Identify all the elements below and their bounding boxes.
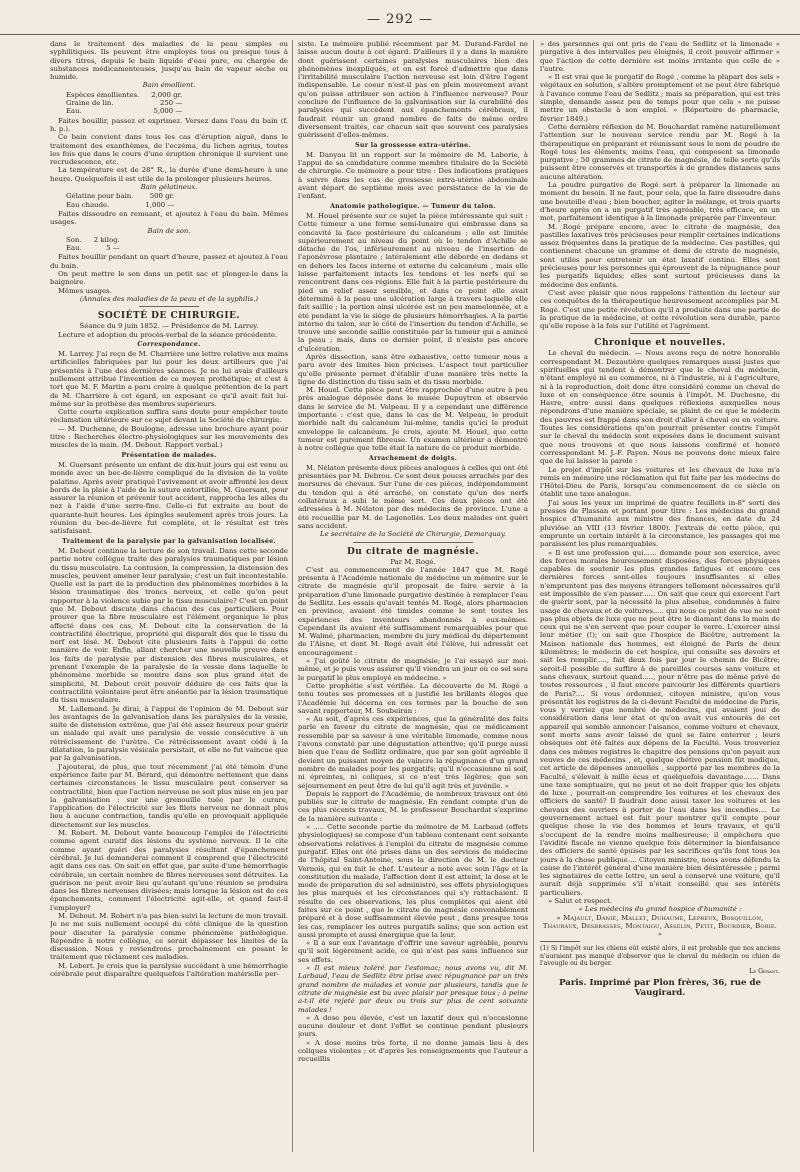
quote: « J'ai goûté le citrate de magnésie; je l'ai essayé sur moi-même, et je puis vous assurer qu'il viendra un jour où ce sel sera le purgatif le plus employé en médecine. » — [298, 657, 528, 682]
paragraph: C'est avec plaisir que nous rappelons l'attention du lecteur sur ces conquêtes de la thérapeutique heureusement accomplies par M. Rogé. C'est une petite révolution qu'il a produite dans une partie de la pratique de la médecine, et cette révolution sera durable, parce qu'elle repose à la fois sur l'utilité et l'agrément. — [540, 288, 780, 331]
recipe-row — [66, 91, 182, 99]
subsection-heading: Traitement de la paralysie par la galvanisation localisée. — [62, 537, 276, 545]
ingredient: Eau. — [66, 244, 82, 253]
paragraph: Le cheval du médecin. — Nous avons reçu de notre honorable correspondant M. Dezautière quelques remarques aussi justes que spirituelles qui tendent à démontrer que le cheval du médecin, n'étant employé ni au commerce, ni à l'industrie, ni à l'agriculture, ni à la reproduction, doit donc être considéré comme un cheval de luxe et en conséquence être soumis à l'impôt. M. Duchesne, du Havre, entre aussi dans quelques réflexions auxquelles nous répondrons d'une manière spéciale, se plaint de ce que le médecin des pauvres est frappé dans son droit d'aller à cheval ou en voiture. Toutes les considérations qu'on pourrait présenter contre l'impôt sur le cheval du médecin sont exposées dans le document suivant que nous trouvons et que nous laissons confirmé et honoré corresspondant M. J.-F. Payen. Nous ne pouvons donc mieux faire que de lui laisser la parole : — [540, 349, 780, 466]
column-divider — [533, 40, 534, 1152]
recipe-row — [66, 244, 120, 252]
recipe-title: Bain émollient. — [142, 81, 196, 90]
secretary-signature: Le secrétaire de la Société de Chirurgie, Demarquay. — [320, 530, 506, 539]
footnote: (1) Si l'impôt sur les chiens eût existé alors, il est probable que nos anciens n'auraient pas manqué d'observer que le cheval du médecin ou chien de l'aveugle ou du berger. — [540, 945, 780, 968]
section-title: Chronique et nouvelles. — [594, 338, 726, 349]
separator — [353, 542, 473, 543]
recipe-row — [66, 236, 120, 244]
quote: » des personnes qui ont pris de l'eau de Sedlitz et la limonade » purgative à des intervalles peu éloignés, il croit pouvoir affirmer » que l'action de cette dernière est moins irritante que celle de » l'autre. — [540, 40, 780, 73]
paragraph: J'ajouterai, de plus, que tout récemment j'ai été témoin d'une expérience faite par M. Bérard, qui démontre nettement que dans certaines circonstances le tissu musculaire peut conserver sa contractilité, bien que l'action nerveuse ne soit plus mise en jeu par la galvanisation : sur une grenouille tuée par le curare, l'application de l'électricité sur les filets nerveux ne donnait plus lieu à aucune contraction, tandis qu'elle en provoquait appliquée directement sur les muscles. — [50, 762, 288, 829]
quote: » Salut et respect. — [548, 896, 613, 905]
paragraph: Depuis le rapport de l'Académie, de nombreux travaux ont été publiés sur le citrate de magnésie. En rendant compte d'un de ces plus récents travaux, M. le professeur Bouchardat s'exprime de la manière suivante : — [298, 789, 528, 823]
quantity: 250 — — [160, 99, 183, 108]
paragraph: M. Lebert. Je crois que la paralysie succédant à une hémorrhagie cérébrale peut disparaître quelquefois l'altération matérielle per- — [50, 961, 288, 979]
paragraph: Après dissection, sans être exhaustive, cette tumeur nous a paru avoir des limites bien précises. L'aspect tout particulier qu'elle présente permet d'établir d'une manière très nette la ligne de distinction du tissu sain et du tissu morbide. — [298, 352, 528, 386]
printer-imprint: Paris. Imprimé par Plon frères, 36, rue de Vaugirard. — [559, 977, 761, 998]
paragraph: Cette courte explication suffira sans doute pour empêcher toute réclamation ultérieure sur ce sujet devant la Société de chirurgie. — [50, 408, 288, 425]
separator — [630, 333, 690, 334]
paragraph: Ce bain convient dans tous les cas d'éruption aiguë, dans le traitement des exanthèmes, de l'eczéma, du lichen agrius, toutes les fois que dans le cours d'une éruption chronique il survient une recrudescence, etc. — [50, 133, 288, 167]
paragraph: M. Danyau lit un rapport sur le mémoire de M. Laborie, à l'appui de sa candidature comme membre titulaire de la Société de chirurgie. Ce mémoire a pour titre : Des indications pratiques à suivre dans les cas de grossesse extra-utérine abdominale avant départ de septième mois avec persistance de la vie de l'enfant. — [298, 150, 528, 201]
recipe-table — [66, 236, 120, 253]
source-citation: (Annales des maladies de la peau et de la syphilis.) — [79, 294, 259, 303]
quote: « A dose peu élevée, c'est un laxatif doux qui n'occasionne aucune douleur et dont l'effet se continue pendant plusieurs jours. — [298, 1013, 528, 1039]
quote: « Il est une profession qui...... demande pour son exercice, avec des forces morales heureusement disposées, des forces physiques capables de soutenir les plus grandes fatigues et encore ces dernières forces sont-elles toujours insuffisantes si elles n'empruntent pas des moyens étrangers tellement nécessaires qu'il est impossible de s'en passer...... On sait que ceux qui exercent l'art de guérir sont, par la nécessité la plus absolue, condamnés à faire usage de chevaux et de voitures..... qui nous ce point de vue ne sont pas plus objets de luxe que ne peut être le diamant dans la main de ceux qui ne s'en servent que pour couper le verre. L'exercer ainsi leur métier (!); on sait que l'hospice de Bicêtre, autrement la Maison nationale des hommes, est éloigné de Paris de deux kilomètres; le médecin de cet hospice, qui consulte ses devoirs et sait les remplir....., fait deux fois par jour le chemin de Bicêtre; seroit-il possible de suffire à de pareilles courses sans voiture et sans chevaux, surtout quand....., pour n'être pas de même privé de toutes ressources , il faut encore parcourir les différents quartiers de Paris?.... Si vous ordonniez, citoyen ministre, qu'on vous présentât les registres de la ci-devant Faculté de médecine de Paris, vous y verriez que nombre de médecins, qui avaient joui de considération dans leur état et qu'on avait vus entourés de cet appareil qui semble annoncer l'aisance, comme voiture et chevaux, sont morts sans avoir laissé de quoi se faire enterrer ; leurs obsèques ont été faites aux dépens de la Faculté. Vous trouveriez dans ces mêmes registres le chapitre des pensions qu'on payait aux veuves de ces médecins , et, quelque chétive pension fût modique, cet article de dépenses annuelles , supporté par les membres de la Faculté, s'élevait à mille écus et quelquefois davantage....... Dans une taxe somptuaire, qui ne peut et ne doit frapper que les objets de luxe , pourrait-on comprendre les voitures et les chevaux des officiers de santé? Il faudrait donc aussi taxer les voitures et les chevaux des ouvriers à porter de l'eau dans les incendies.... Le gouvernement actuel est fait pour montrer qu'il compte pour quelque chose la vie des hommes et leurs travaux, et qu'il s'occupent de la rendre moins malheureuse; il empêchera que l'avidité fiscale ne vienne quelque fois déterminer la bienfaisance des officiers de santé épuisés par les sacrifices qu'ils font tous les jours à la chose publique.... Citoyen ministre, nous avons défendu la cause de l'intérêt général d'une manière bien désintéressée ; parmi les signataires de cette lettre, un seul a conservé une voiture, qu'il aurait déjà supprimée s'il n'était conseillé que ses intérêts particuliers. — [540, 548, 780, 897]
paragraph: J'ai sous les yeux un imprimé de quatre feuillets in-8° sorti des presses de Plassan et portant pour titre : Les médecins du grand hospice d'humanité aux ministre des finances, en date du 24 pluviôse an VIII (13 février 1800). J'extrais de cette pièce, qui emprunte un certain intérêt à la circonstance, les passages qui me paraissent les plus remarquables. — [540, 498, 780, 549]
paragraph: Faites bouillir pendant un quart d'heure, passez et ajoutez à l'eau du bain. — [50, 253, 288, 270]
paragraph: M. Rogé prépare encore, avec le citrate de magnésie, des pastilles laxatives très précieuses pour remplir certaines indications assez fréquentes dans la pratique de la médecine. Ces pastilles, qui contiennent chacune un gramme et demi de citrate de magnésie, sont utiles pour entretenir un état laxatif continu. Elles sont précieuses pour les personnes qui éprouvent de la répugnance pour les purgatifs liquides; elles sont surtout précieuses dans la médecine des enfants. — [540, 222, 780, 289]
quantity: 2,000 gr. — [151, 90, 183, 99]
paragraph: M. Larrey. J'ai reçu de M. Charrière une lettre relative aux mains artificielles fabriquées par lui pour les deux artilleurs que j'ai présentés à l'une des dernières séances. Je ne lui avais d'ailleurs nullement attribué l'invention de ce moyen prothétique; et c'est à tort que M. F. Martin a paru croire à quelque prétention de la part de M. Charrière à cet égard, en exposant ce qu'il avait fait lui-même sur la prothèse des membres supérieurs. — [50, 350, 288, 408]
paragraph: M. Lallemand. Je dirai, à l'appui de l'opinion de M. Debout sur les avantages de la galvanisation dans les paralysies de la vessie, suite de distension extrême, que j'ai été assez heureux pour guérir un malade qui avait une paralysie de vessie consécutive à un rétrécissement de l'urètre. Ce rétrécissement avant cédé à la dilatation, la paralysie vésicale persistait, et elle ne fut vaincue que par la galvanisation. — [50, 704, 288, 763]
subsection-heading: Anatomie pathologique. — Tumeur du talon. — [330, 202, 496, 210]
paragraph: — M. Duchenne, de Boulogne, adresse une brochure ayant pour titre : Recherches électro-physiologiques sur les mouvements des muscles de la main. (M. Debout. Rapport verbal.) — [50, 424, 288, 450]
quantity: 1,000 — — [145, 200, 175, 209]
session-line: Séance du 9 juin 1852. — Présidence de M. Larrey. — [79, 322, 259, 331]
column-divider — [292, 40, 293, 1152]
paragraph: On peut mettre le son dans un petit sac et plongez-le dans la baignoire. — [50, 270, 288, 287]
paragraph: C'est au commencement de l'année 1847 que M. Rogé présenta à l'Académie nationale de médecine un mémoire sur le citrate de magnésie qu'il proposait de faire servir à la préparation d'une limonade purgative destinée à remplacer l'eau de Sedlitz. Les essais qu'avait tentés M. Rogé, alors pharmacien en province, avaient été timides comme le sont toutes les expériences des inventeurs abandonnés à eux-mêmes. Cependant ils avaient été suffisamment remarquables pour que M. Walmé, pharmacien, membre du jury médical du département de l'Aisne, et dont M. Rogé avait été l'élève, lui adressât cet encouragement : — [298, 565, 528, 657]
subsection-heading: Présentation de malades. — [121, 451, 217, 459]
recipe-row — [66, 192, 174, 200]
gerant-label: Le Gérant. — [749, 967, 780, 975]
page-number: — 292 — — [366, 12, 434, 27]
ingredient: Eau chaude. — [66, 200, 110, 209]
quote: « Il est vrai que le purgatif de Rogé , comme la plupart des sels » végétaux en solution, s'altère promptement et ne peut être fabriqué à l'avance comme l'eau de Sedlitz ; mais sa préparation, qui est très simple, demande assez peu de temps pour que cela » ne puisse mettre un obstacle à son emploi. » (Répertoire de pharmacie, février 1849.) — [540, 73, 780, 123]
paragraph: siste. Le mémoire publié récemment par M. Durand-Fardel ne laisse aucun doute à cet égard. D'ailleurs il y a dans la manière dont guérissent certaines paralysies musculaires bien des phénomènes inexpliqués, et on est forcé d'admettre que dans l'irritabilité musculaire l'action nerveuse est loin d'être l'agent indispensable. Le coeur n'est-il pas en plein mouvement avant qu'on puisse attribuer son action à l'influence nerveuse? Pour conclure de l'influence de la galvanisation sur la curabilité des paralysies qui succèdent aux épanchements cérébraux, il faudrait réunir un grand nombre de faits de même ordre diversement traités, car chacun sait que souvent ces paralysies guérissent d'elles-mêmes. — [298, 40, 528, 140]
column-2 — [298, 40, 528, 1158]
recipe-table — [66, 91, 182, 116]
paragraph: M. Guersant présente un enfant de dix-huit jours qui est venu au monde avec un bec-de-lièvre compliqué de la division de la voûte palatine. Après avoir pratiqué l'avivement et avoir affronté les deux bords de la plaie à l'aide de la suture entortillée, M. Guersant, pour assurer la réunion et prévenir tout accident, rapprocha les ailes du nez à l'aide d'une serre-fine. Celle-ci fut extraite au bout de quarante-huit heures. Les épingles seulement après trois jours. La réunion du bec-de-lièvre fut complète, et le résultat est très satisfaisant. — [50, 460, 288, 536]
section-title: SOCIÉTÉ DE CHIRURGIE. — [97, 311, 241, 322]
ingredient: Eau. — [66, 107, 82, 116]
ingredient: Gélatine pour bain. — [66, 192, 134, 201]
article-author: Par M. Rogé. — [390, 557, 436, 566]
recipe-title: Bain de son. — [147, 226, 191, 235]
subsection-heading: Arrachement de doigts. — [368, 454, 458, 462]
ingredient: Espèces émollientes. — [66, 90, 140, 99]
paragraph: dans le traitement des maladies de la peau simples ou syphilitiques. Ils peuvent être employés tous ou presque tous à divers titres, depuis le bain liquide d'eau pure, ou chargée de substances médicamenteuses, jusqu'au bain de vapeur sèche ou humide. — [50, 40, 288, 82]
column-3 — [540, 40, 780, 1158]
quantity: 500 gr. — [149, 192, 175, 201]
recipe-row — [66, 107, 182, 115]
recipe-row — [66, 201, 174, 209]
page-header — [0, 8, 800, 35]
quantity: 5 — — [106, 244, 120, 253]
ingredient: Son. — [66, 235, 82, 244]
paragraph: Le projet d'impôt sur les voitures et les chevaux de luxe m'a remis en mémoire une réclamation qui fut faite par les médecins de l'Hôtel-Dieu de Paris, lorsqu'au commencement de ce siècle on établit une taxe analogue. — [540, 465, 780, 499]
ingredient: Graine de lin. — [66, 99, 114, 108]
paragraph: Cette dernière réflexion de M. Bouchardat ramène naturellement l'attention sur le nouveau service rendu par M. Rogé à la thérapeutique en préparant et réunissant sous le nom de poudre de Rogé tous les éléments, moins l'eau, qui composent sa limonade purgative ; 50 grammes de citrate de magnésie, de telle sorte qu'ils puissent être conservés et transportés à de grandes distances sans aucune altération. — [540, 122, 780, 181]
recipe-table — [66, 192, 174, 209]
paragraph: La température est de 28° R., la durée d'une demi-heure à une heure. Quelquefois il est utile de la prolonger plusieurs heures. — [50, 166, 288, 183]
paragraph: M. Houel. Cette pièce peut être rapprochée d'une autre à peu près analogue déposée dans le musée Dupuytren et observée dans le service de M. Velpeau. Il y a cependant une différence importante : c'est que, dans le cas de M. Velpeau, le produit morbide naît du calcanéum lui-même, tandis qu'ici le produit enveloppe le calcanéum. Je crois, ajoute M. Houel, que cette tumeur est purement fibreuse. Un examen ultérieur a démontré à notre collègue que telle était la nature de ce produit morbide. — [298, 386, 528, 453]
paragraph: Cette prophétie s'est vérifiée. La découverte de M. Rogé a tenu toutes ses promesses et a justifié les brillants éloges que l'Académie lui décerna en ces termes par la bouche de son savant rapporteur, M. Soubeiran : — [298, 681, 528, 715]
quantity: 5,000 — — [153, 107, 183, 116]
paragraph: M. Debout continue la lecture de son travail. Dans cette seconde partie notre collègue traite des paralysies traumatiques par lésion du tissu musculaire. La contusion, la compression, la distension des muscles, peuvent amener leur paralysie; c'est un fait incontestable. Quelle est la part de la production des phénomènes morbides à la lésion traumatique des troncs nerveux, et celle qu'on peut rapporter à la violence subie par le tissu musculaire? C'est un point que M. Debout discute dans chacun des cas particuliers. Pour prouver que la fibre musculaire est l'élément organique le plus affecté dans ces cas, M. Debout cite la conservation de la contractilité électrique, propriété qui disparaît dès que le tissu du nerf est lésé. M. Debout cite plusieurs faits à l'appui de cette manière de voir. Enfin, allant chercher une nouvelle preuve dans les faits de paralysie par distension des fibres musculaires, et prenant l'exemple de la paralysie de la vessie dans laquelle le phénomène morbide se montre dans son plus grand état de simplicité, M. Debout croit pouvoir déduire de ces faits que la contractilité volontaire peut être anéantie par la lésion traumatique du tissu musculaire. — [50, 546, 288, 705]
quote: « Au soit, d'après ces expériences, que la généralité des faits parle en faveur du citrate de magnésie, que ce médicament ressemble par sa saveur à une véritable limonade, comme nous l'avons constaté par une dégustation attentive; qu'il purge aussi bien que l'eau de Sedlitz ordinaire, que par son goût agréable il devient un puissant moyen de vaincre la répugnance d'un grand nombre de malades pour les purgatifs; qu'il n'occasionne ni soif, ni épreintes, ni coliques, si ce n'est très légères; que son séjournement en peut être de lui qu'il agit très et juvénile. » — [298, 715, 528, 790]
paragraph: Mêmes usages. — [58, 286, 112, 295]
footnote-rule — [540, 941, 580, 942]
signatories: » Majault, Danié, Mallet, Duhaume, Lepreux, Bosquillon, Thauraux, Desbrasses, Montaigu, Asselin, Petit, Bourdier, Borie. » — [542, 913, 778, 939]
paragraph: M. Houel présente sur ce sujet la pièce intéressante qui suit : Cette tumeur a une forme semi-lunaire qui embrasse dans sa concavité la face postérieure du calcanéum ; elle est limitée supérieurement au niveau du point où le tendon d'Achille se détache de l'os, inférieurement au niveau de l'insertion de l'aponévrose plantaire ; latéralement elle déborde en dedans et en dehors les faces interne et externe du calcanéum , mais elle laisse parfaitement intacts les tendons et les nerfs qui se rencontrent dans ces régions. Elle fait à la partie postérieure du pied un relief assez sensible, et dans ce point elle avait déterminé à la peau une ulcération large à travers laquelle elle fait saillie ; la portion ainsi ulcérée est un peu mamelonnée, et a été pendant la vie le siège de plusieurs hémorrhagies. A la partie interne du talon, sur le côté de l'insertion du tendon d'Achille, se trouve une seconde saillie constituée par la tumeur qui a amincé la peau ; mais, dans ce dernier point, il n'existe pas encore d'ulcération. — [298, 211, 528, 353]
paragraph: Lecture et adoption du procès-verbal de la séance précédente. — [58, 330, 278, 339]
paragraph: Faites dissoudre en remuant, et ajoutez à l'eau du bain. Mêmes usages. — [50, 209, 288, 227]
paragraph: M. Robert. M. Debout vante beaucoup l'emploi de l'électricité comme agent curatif des lésions du système nerveux. Il le cite comme ayant guéri des paralysies résultant d'épanchement cérébral. Je lui demanderai comment il comprend que l'électricité agit dans ces cas. On sait en effet que, par suite d'une hémorrhagie cérébrale, un certain nombre de fibres nerveuses sont détruites. La guérison ne peut avoir lieu qu'autant qu'une réunion se produira dans les fibres nerveuses divisées; mais lorsque la lésion est de ces épanchements, comment l'électricité agit-elle, et quand faut-il l'employer? — [50, 829, 288, 912]
quote: « A dose moins très forte, il ne donne jamais lieu à des coliques violentes ; et d'après les renseignements que l'auteur a recueillis — [298, 1038, 528, 1064]
quote: « ..... Cette seconde partie du mémoire de M. Larbaud (effets physiologiques) se compose d'un tableau contenant cent soixante observations relatives à l'emploi du citrate de magnésie comme purgatif. Elles ont été prises dans un des services de médecine de l'hôpital Saint-Antoine, sous la direction de M. le docteur Vernois, qui en fait le chef. L'auteur a noté avec soin l'âge et la constitution du malade, l'affection dont il est atteint, la dose et le mode de préparation du sel administré, ses effets physiologiques les plus marqués et les circonstances qui s'y rattachaient. Il résulte de ces observations, les plus complètes qui aient été faites sur ce point , que le citrate de magnésie convenablement préparé et à dose suffisamment élevée peut , dans presque tous les cas, remplacer les autres purgatifs salins; que son action est aussi prompte et aussi énergique que la leur. — [298, 823, 528, 939]
subsection-heading: Correspondance. — [137, 340, 201, 348]
column-1 — [50, 40, 288, 1158]
article-title: Du citrate de magnésie. — [346, 546, 480, 557]
recipe-row — [66, 99, 182, 107]
subsection-heading: Sur la grossesse extra-utérine. — [355, 141, 471, 149]
paragraph: La poudre purgative de Rogé sert à préparer la limonade au moment du besoin. Il ne faut, pour cela, que la faire dissoudre dans une bouteille d'eau ; bien boucher, agiter le mélange, et trois quarts d'heure après on a un purgatif très agréable, très efficace, en un mot, parfaitement identique à la limonade préparée par l'inventeur. — [540, 181, 780, 223]
quote: « Les médecins du grand hospice d'humanité : — [578, 905, 742, 914]
quote: « Il a sur eux l'avantage d'offrir une saveur agréable, pourvu qu'il soit légèrement acide, ce qui n'est pas sans influence sur ses effets. — [298, 939, 528, 964]
paragraph: M. Debout. M. Robert n'a pas bien suivi la lecture de mon travail. Je ne me suis nullement occupé du côté clinique de la question pour discuter la paralysie comme phénomène pathologique. Répondre à notre collègue, ce serait dépasser les limites de la discussion. Nous y reviendrons prochainement en posant le traitement que réclament ces maladies. — [50, 911, 288, 962]
quote: « Il est mieux toléré par l'estomac; nous avons vu, dit M. Larbaud, l'eau de Sedlitz être prise avec répugnance par un très grand nombre de malades et vomie par plusieurs, tandis que le citrate de magnésie est bu avec plaisir par presque tous ; à peine a-t-il été rejeté par deux ou trois sur plus de cent soixante malades ! — [298, 964, 528, 1014]
recipe-title: Bain gélatineux. — [140, 183, 198, 192]
quantity: 2 kilog. — [93, 235, 120, 244]
paragraph: Faites bouillir, passez et exprimez. Versez dans l'eau du bain (f. h. p.). — [50, 116, 288, 133]
separator — [139, 306, 199, 307]
paragraph: M. Nélaton présente deux pièces analogues à celles qui ont été présentées par M. Debrou. Ce sont deux pouces arrachés par des morsures de chevaux. Sur l'une de ces pièces, indépendamment du tendon qui a été arraché, on constate qu'un des nerfs collatéraux a subi le même sort. Ces deux pièces ont été adressées à M. Nélaton par des médecins de province. L'une a été recueillie par M. de Lagenollès. Les deux malades ont guéri sans accident. — [298, 463, 528, 530]
